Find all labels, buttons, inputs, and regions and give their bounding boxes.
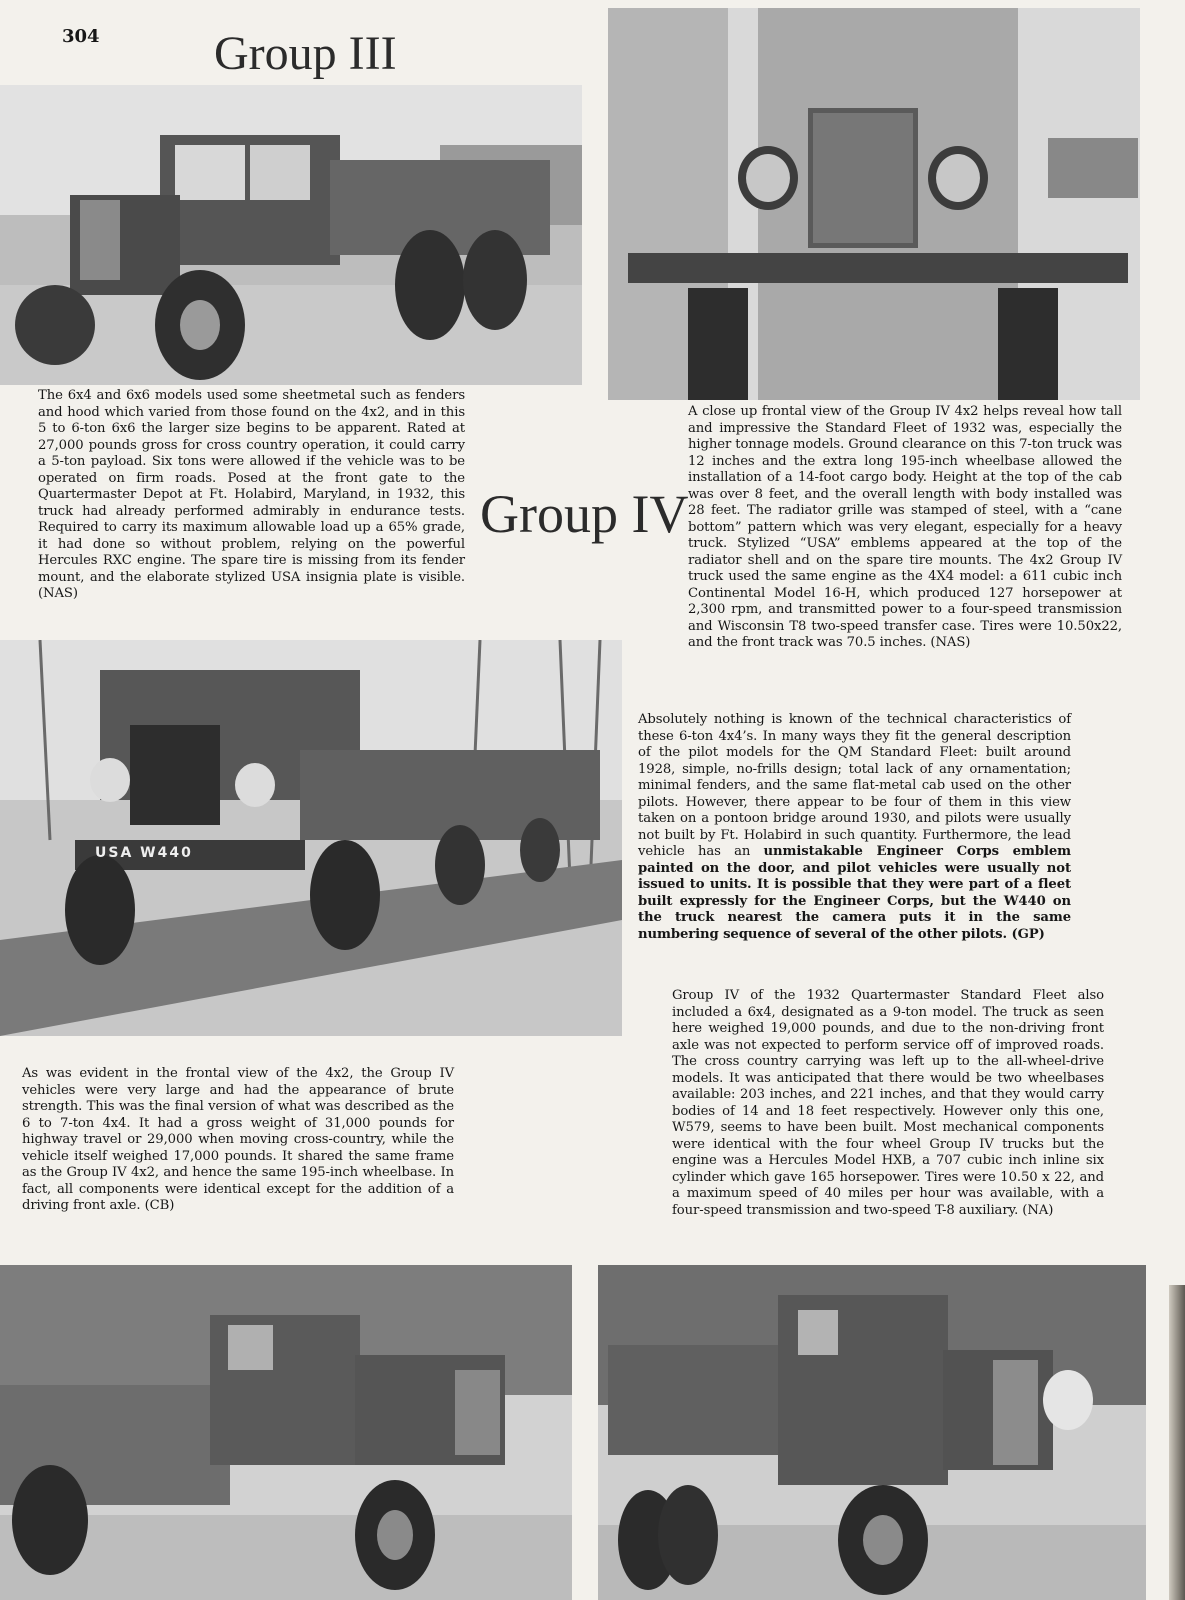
caption-pilots-part1: Absolutely nothing is known of the technical characteristics of these 6-ton 4x4’s. In many ways they fit the general description of the pilot models for the QM Standard Fleet: built around 1928, simple, no-frills design; total lack of any ornamentation; minimal fenders, and the same flat-metal cab used on the other pilots. However, there appear to be four of them in this view taken on a pontoon bridge around 1930, and pilots were usually not built by Ft. Holabird in such quantity. Furthermore, the lead vehicle has an [638,712,1071,859]
caption-pilot-trucks [638,712,1071,943]
caption-group4-4x4: As was evident in the frontal view of the 4x2, the Group IV vehicles were very large and had the appearance of brute strength. This was the final version of what was described as the 6 to 7-ton 4x4. It had a gross weight of 31,000 pounds for highway travel or 29,000 when moving cross-country, while the vehicle itself weighed 17,000 pounds. It shared the same frame as the Group IV 4x2, and hence the same 195-inch wheelbase. In fact, all components were identical except for the addition of a driving front axle. (CB) [22,1066,454,1213]
caption-pilots-part2: unmistakable Engineer Corps emblem painted on the door, and pilot vehicles were usually not issued to units. It is possible that they were part of a fleet built expressly for the Engineer Corps, but the W440 on the truck nearest the camera puts it in the same numbering sequence of several of the other pilots. (GP) [638,844,1071,942]
photo-pontoon-bridge [0,640,622,1036]
truck-front-illustration [608,8,1140,400]
heading-group-iv: Group IV [480,484,689,544]
pontoon-illustration [0,640,622,1036]
truck-plate-w440: USA W440 [95,845,193,861]
truck-4x4-illustration [0,1265,572,1600]
caption-group3: The 6x4 and 6x6 models used some sheetmetal such as fenders and hood which varied from those found on the 4x2, and in this 5 to 6-ton 6x6 the larger size begins to be apparent. Rated at 27,000 pounds gross for cross country operation, it could carry a 5-ton payload. Six tons were allowed if the vehicle was to be operated on firm roads. Posed at the front gate to the Quartermaster Depot at Ft. Holabird, Maryland, in 1932, this truck had already performed admirably in endurance tests. Required to carry its maximum allowable load up a 65% grade, it had done so without problem, relying on the powerful Hercules RXC engine. The spare tire is missing from its fender mount, and the elaborate stylized USA insignia plate is visible. (NAS) [38,388,465,601]
caption-group4-6x4: Group IV of the 1932 Quartermaster Standard Fleet also included a 6x4, designated as a 9-ton model. The truck as seen here weighed 19,000 pounds, and due to the non-driving front axle was not expected to perform service off of improved roads. The cross country carrying was left up to the all-wheel-drive models. It was anticipated that there would be two wheelbases available: 203 inches, and 221 inches, and that they would carry bodies of 14 and 18 feet respectively. However only this one, W579, seems to have been built. Most mechanical components were identical with the four wheel Group IV trucks but the engine was a Hercules Model HXB, a 707 cubic inch inline six cylinder which gave 165 horsepower. Tires were 10.50 x 22, and a maximum speed of 40 miles per hour was available, with a four-speed transmission and two-speed T-8 auxiliary. (NA) [672,988,1104,1218]
photo-group4-frontal [608,8,1140,400]
page-number: 304 [62,26,100,47]
caption-group4-frontal: A close up frontal view of the Group IV 4x2 helps reveal how tall and impressive the Standard Fleet of 1932 was, especially the higher tonnage models. Ground clearance on this 7-ton truck was 12 inches and the extra long 195-inch wheelbase allowed the installation of a 14-foot cargo body. Height at the top of the cab was over 8 feet, and the overall length with body installed was 28 feet. The radiator grille was stamped of steel, with a “cane bottom” pattern which was very elegant, especially for a heavy truck. Stylized “USA” emblems appeared at the top of the radiator shell and on the spare tire mounts. The 4x2 Group IV truck used the same engine as the 4X4 model: a 611 cubic inch Continental Model 16-H, which produced 127 horsepower at 2,300 rpm, and transmitted power to a four-speed transmission and Wisconsin T8 two-speed transfer case. Tires were 10.50x22, and the front track was 70.5 inches. (NAS) [688,404,1122,650]
truck-6x4-illustration [598,1265,1146,1600]
book-edge-shadow [1169,1285,1185,1600]
heading-group-iii: Group III [214,27,397,80]
photo-group4-6x4 [598,1265,1146,1600]
photo-group4-4x4 [0,1265,572,1600]
photo-group3-truck [0,85,582,385]
truck-illustration [0,85,582,385]
